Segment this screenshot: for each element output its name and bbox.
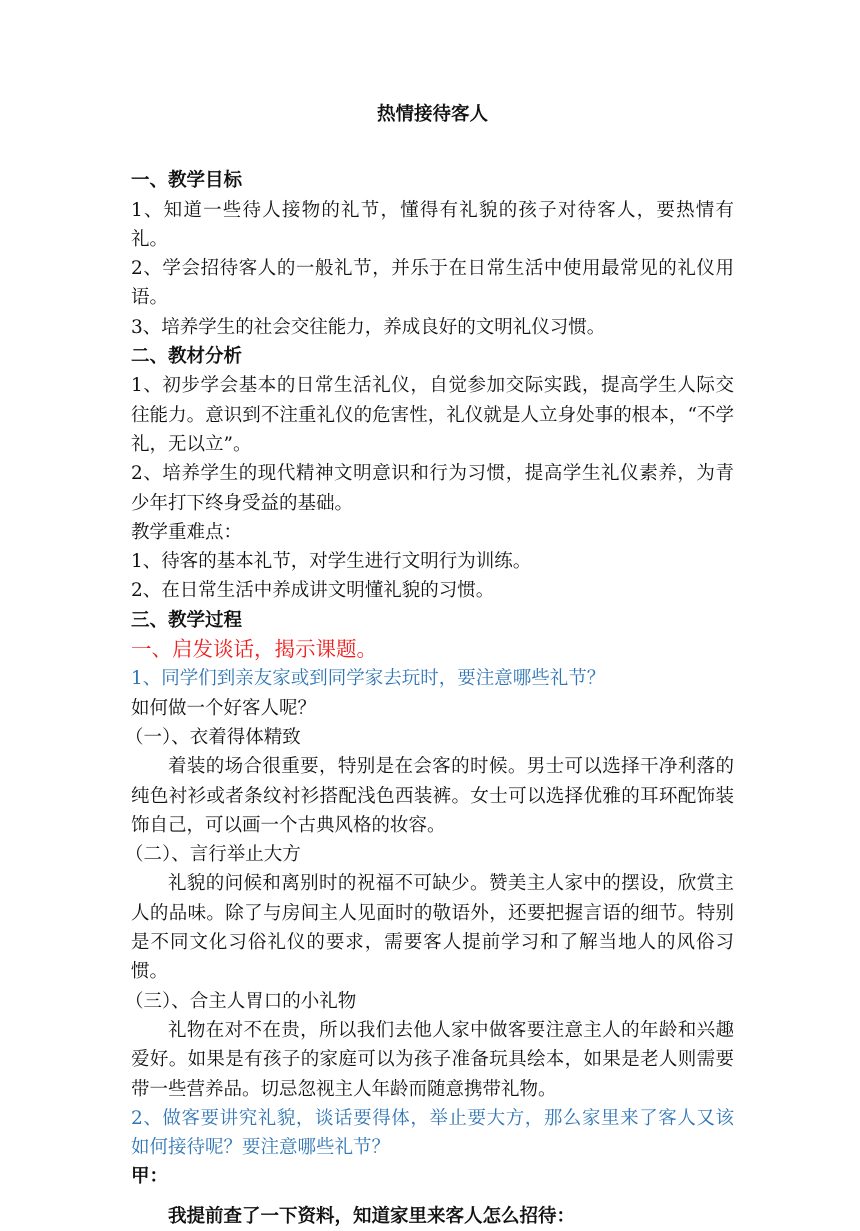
speaker-text: 我提前查了一下资料，知道家里来客人怎么招待： (168, 1205, 576, 1227)
subsection-text-dress: 着装的场合很重要，特别是在会客的时候。男士可以选择干净利落的纯色衬衫或者条纹衬衫搭配浅色西装裤。女士可以选择优雅的耳环配饰装饰自己，可以画一个古典风格的妆容。 (131, 756, 734, 836)
analysis-item: 2、培养学生的现代精神文明意识和行为习惯，提高学生礼仪素养，为青少年打下终身受益的基础。 (131, 463, 734, 514)
key-point-item: 2、在日常生活中养成讲文明懂礼貌的习惯。 (131, 580, 495, 602)
key-point-item: 1、待客的基本礼节，对学生进行文明行为训练。 (131, 551, 532, 573)
section-heading-analysis: 二、教材分析 (131, 346, 243, 368)
guest-question: 如何做一个好客人呢？ (131, 697, 317, 719)
subsection-text-manners: 礼貌的问候和离别时的祝福不可缺少。赞美主人家中的摆设，欣赏主人的品味。除了与房间主人见面时的敬语外，还要把握言语的细节。特别是不同文化习俗礼仪的要求，需要客人提前学习和了解当地人的风俗习惯。 (131, 873, 734, 983)
document-body (125, 100, 734, 1231)
goal-item: 3、培养学生的社会交往能力，养成良好的文明礼仪习惯。 (131, 316, 606, 338)
section-heading-goals: 一、教学目标 (131, 170, 243, 192)
question-two: 2、做客要讲究礼貌，谈话要得体，举止要大方，那么家里来了客人又该如何接待呢？要注意哪些礼节？ (131, 1107, 734, 1159)
subsection-heading-gift: （三）、合主人胃口的小礼物 (125, 990, 357, 1012)
section-heading-process: 三、教学过程 (131, 609, 243, 631)
subsection-heading-manners: （二）、言行举止大方 (125, 844, 301, 866)
question-one: 1、同学们到亲友家或到同学家去玩时，要注意哪些礼节？ (131, 668, 606, 690)
key-points-label: 教学重难点： (131, 521, 243, 543)
speaker-label: 甲： (131, 1166, 169, 1188)
part-heading: 一、启发谈话，揭示课题。 (131, 637, 377, 662)
goal-item: 2、学会招待客人的一般礼节，并乐于在日常生活中使用最常见的礼仪用语。 (131, 258, 734, 309)
subsection-heading-dress: （一）、衣着得体精致 (125, 726, 301, 748)
subsection-text-gift: 礼物在对不在贵，所以我们去他人家中做客要注意主人的年龄和兴趣爱好。如果是有孩子的家庭可以为孩子准备玩具绘本，如果是老人则需要带一些营养品。切忌忽视主人年龄而随意携带礼物。 (131, 1019, 734, 1100)
document-title: 热情接待客人 (376, 104, 488, 125)
goal-item: 1、知道一些待人接物的礼节，懂得有礼貌的孩子对待客人，要热情有礼。 (131, 199, 734, 250)
analysis-item: 1、初步学会基本的日常生活礼仪，自觉参加交际实践，提高学生人际交往能力。意识到不注重礼仪的危害性，礼仪就是人立身处事的根本，“不学礼，无以立”。 (131, 375, 734, 455)
